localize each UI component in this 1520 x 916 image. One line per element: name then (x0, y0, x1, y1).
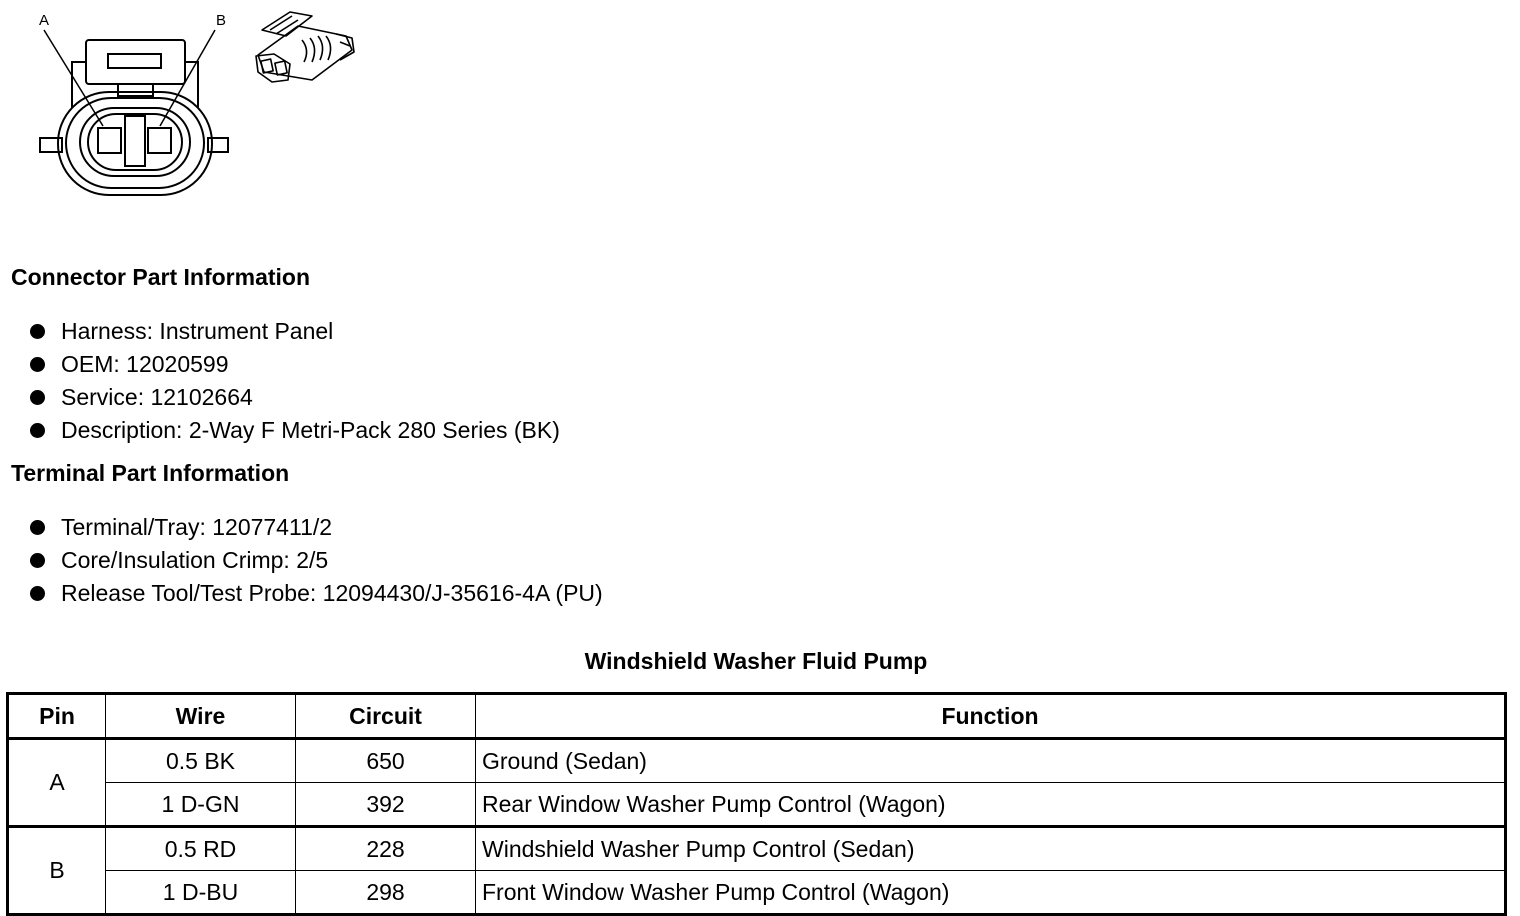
terminal-part-info-list (30, 511, 603, 610)
table-title: Windshield Washer Fluid Pump (584, 648, 928, 674)
harness-value: Harness: Instrument Panel (61, 318, 334, 344)
bullet-icon (30, 423, 45, 438)
wire-cell: 0.5 BK (106, 739, 296, 783)
pin-cell: B (8, 827, 106, 915)
function-cell: Front Window Washer Pump Control (Wagon) (476, 871, 1506, 915)
bullet-icon (30, 357, 45, 372)
bullet-icon (30, 520, 45, 535)
list-item (30, 414, 560, 447)
pin-a-callout-label: A (39, 12, 50, 29)
terminal-part-info-heading: Terminal Part Information (11, 460, 290, 486)
list-item (30, 544, 603, 577)
release-tool-value: Release Tool/Test Probe: 12094430/J-35616-4A (PU) (61, 580, 603, 606)
list-item (30, 511, 603, 544)
connector-part-info-list (30, 315, 560, 447)
connector-part-info-heading: Connector Part Information (11, 264, 311, 290)
service-value: Service: 12102664 (61, 384, 253, 410)
pinout-table (6, 692, 1507, 916)
oem-value: OEM: 12020599 (61, 351, 229, 377)
bullet-icon (30, 324, 45, 339)
list-item (30, 315, 560, 348)
function-cell: Ground (Sedan) (476, 739, 1506, 783)
function-cell: Windshield Washer Pump Control (Sedan) (476, 827, 1506, 871)
wire-cell: 0.5 RD (106, 827, 296, 871)
wire-cell: 1 D-GN (106, 783, 296, 827)
crimp-value: Core/Insulation Crimp: 2/5 (61, 547, 329, 573)
header-wire: Wire (106, 694, 296, 739)
description-value: Description: 2-Way F Metri-Pack 280 Series (BK) (61, 417, 560, 443)
circuit-cell: 392 (296, 783, 476, 827)
terminal-tray-value: Terminal/Tray: 12077411/2 (61, 514, 333, 540)
circuit-cell: 650 (296, 739, 476, 783)
table-row (8, 827, 1506, 871)
header-function: Function (476, 694, 1506, 739)
header-circuit: Circuit (296, 694, 476, 739)
table-row (8, 739, 1506, 783)
list-item (30, 348, 560, 381)
wire-cell: 1 D-BU (106, 871, 296, 915)
pin-b-callout-label: B (216, 12, 227, 29)
table-header-row (8, 694, 1506, 739)
table-row (8, 783, 1506, 827)
connector-face-diagram (30, 8, 240, 208)
function-cell: Rear Window Washer Pump Control (Wagon) (476, 783, 1506, 827)
circuit-cell: 298 (296, 871, 476, 915)
list-item (30, 577, 603, 610)
pin-cell: A (8, 739, 106, 827)
bullet-icon (30, 553, 45, 568)
circuit-cell: 228 (296, 827, 476, 871)
list-item (30, 381, 560, 414)
header-pin: Pin (8, 694, 106, 739)
bullet-icon (30, 586, 45, 601)
table-row (8, 871, 1506, 915)
bullet-icon (30, 390, 45, 405)
connector-isometric-diagram (248, 6, 360, 92)
